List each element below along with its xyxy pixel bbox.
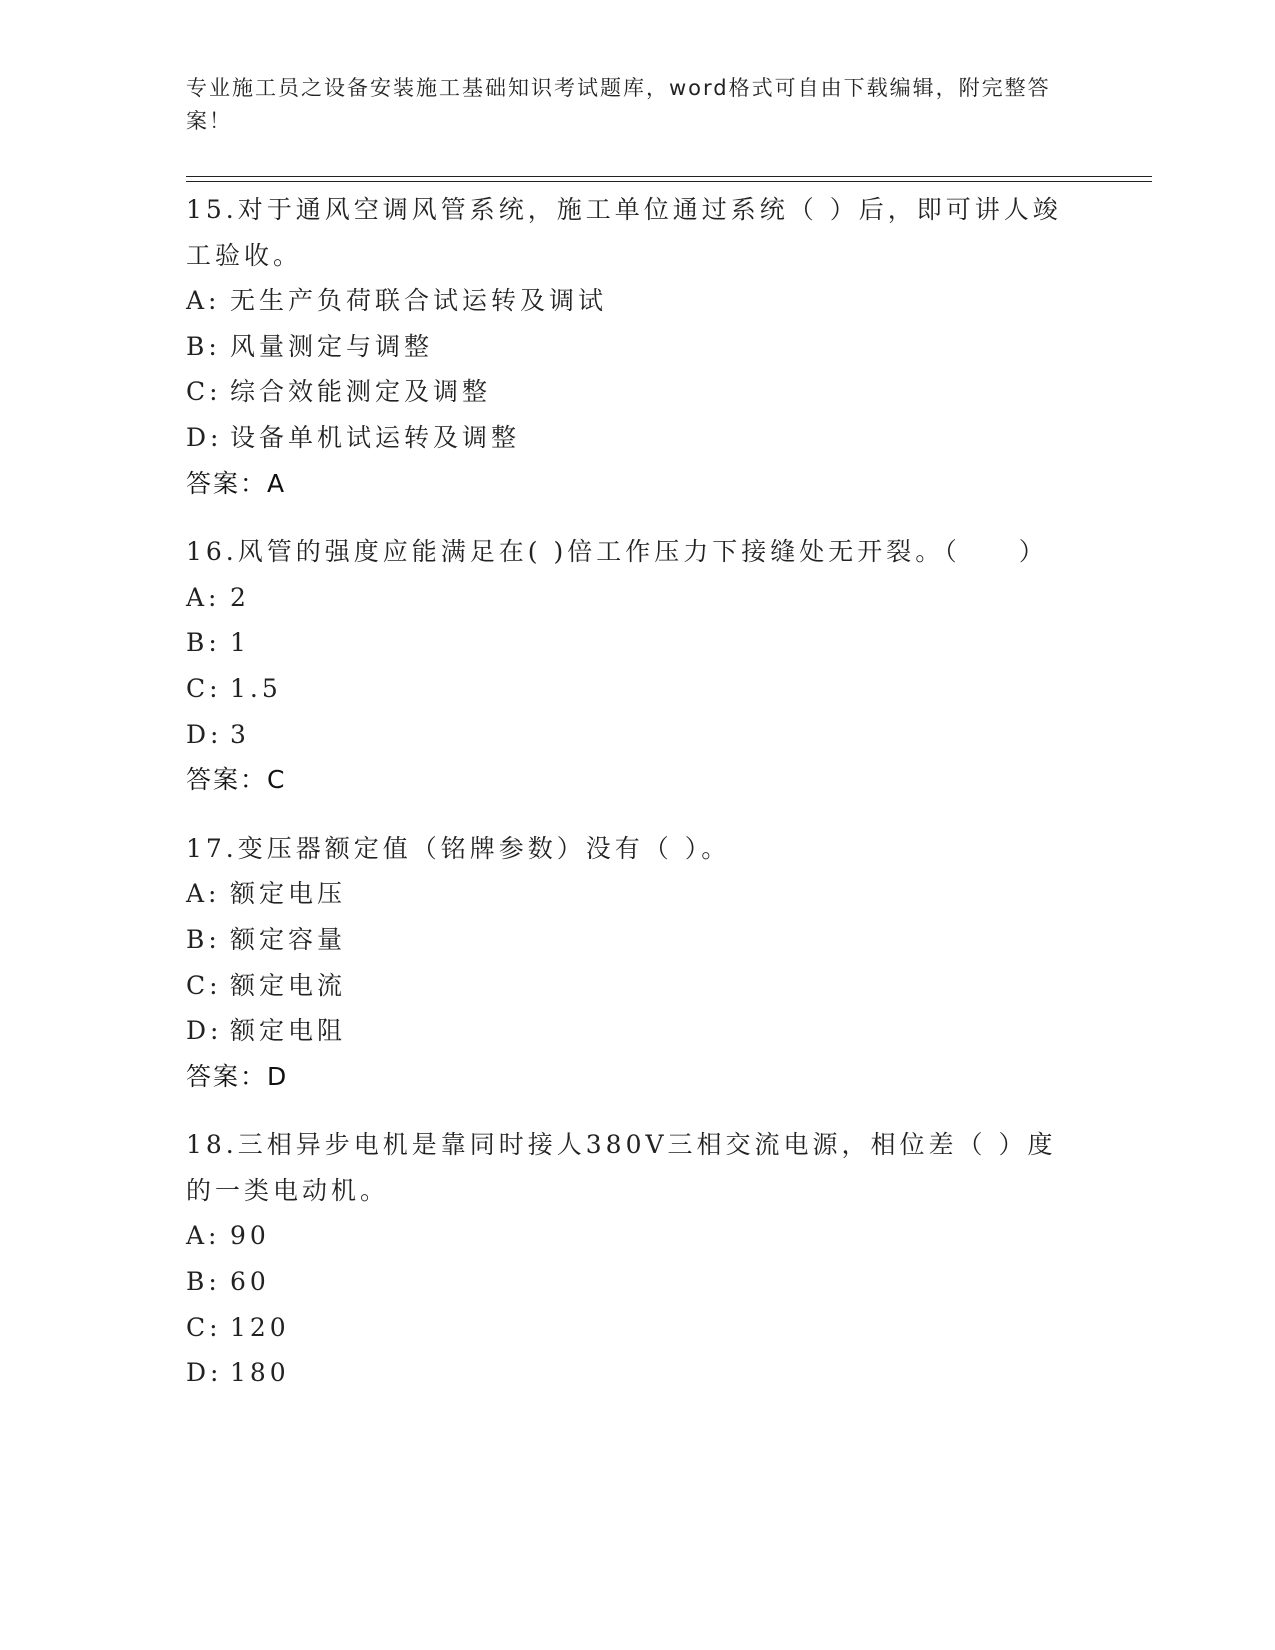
question-16 [186,529,1086,803]
option-text: 无生产负荷联合试运转及调试 [230,286,608,316]
option-text: 1 [230,628,250,658]
option-key: A: [186,286,221,316]
option-d [186,1350,1086,1396]
option-text: 180 [230,1358,290,1388]
option-text: 3 [230,719,250,749]
question-17 [186,826,1086,1100]
option-key: C: [186,377,222,407]
option-text: 1.5 [230,673,282,703]
option-key: C: [186,1312,222,1342]
option-text: 额定容量 [230,924,347,954]
option-key: C: [186,970,222,1000]
answer-line [186,1054,1086,1100]
answer-prefix: 答案： [186,468,268,498]
option-c [186,666,1086,712]
option-key: B: [186,924,221,954]
option-key: A: [186,582,221,612]
option-text: 额定电阻 [230,1016,347,1046]
option-text: 设备单机试运转及调整 [230,422,521,452]
document-header: 专业施工员之设备安装施工基础知识考试题库，word格式可自由下载编辑，附完整答案！ [186,76,1051,133]
answer-line [186,461,1086,507]
option-text: 风量测定与调整 [230,331,434,361]
option-text: 综合效能测定及调整 [230,377,492,407]
option-key: B: [186,331,221,361]
option-key: D: [186,719,223,749]
option-text: 2 [230,582,250,612]
option-key: B: [186,628,221,658]
answer-prefix: 答案： [186,1061,268,1091]
option-key: A: [186,879,221,909]
option-key: D: [186,1358,223,1388]
option-key: B: [186,1267,221,1297]
option-c [186,1305,1086,1351]
answer-value: C [267,765,287,795]
option-b [186,917,1086,963]
option-d [186,1008,1086,1054]
option-a [186,1213,1086,1259]
option-d [186,415,1086,461]
answer-value: A [267,468,287,498]
option-a [186,575,1086,621]
question-list [186,187,1086,1419]
option-d [186,712,1086,758]
question-18 [186,1122,1086,1396]
option-c [186,369,1086,415]
option-key: D: [186,422,223,452]
option-text: 额定电压 [230,879,347,909]
option-a [186,278,1086,324]
option-text: 额定电流 [230,970,347,1000]
option-key: D: [186,1016,223,1046]
option-c [186,963,1086,1009]
question-stem: 17.变压器额定值（铭牌参数）没有（ ）。 [186,833,731,863]
answer-prefix: 答案： [186,765,268,795]
option-b [186,1259,1086,1305]
header-divider-bottom [186,181,1152,182]
option-text: 90 [230,1221,270,1251]
answer-value: D [267,1061,289,1091]
option-key: C: [186,673,222,703]
option-b [186,620,1086,666]
question-stem: 18.三相异步电机是靠同时接人380V三相交流电源，相位差（ ）度的一类电动机。 [186,1130,1057,1205]
question-stem: 15.对于通风空调风管系统，施工单位通过系统（ ）后，即可讲人竣工验收。 [186,195,1062,270]
option-a [186,871,1086,917]
option-key: A: [186,1221,221,1251]
answer-line [186,757,1086,803]
question-15 [186,187,1086,506]
option-text: 60 [230,1267,270,1297]
option-b [186,324,1086,370]
option-text: 120 [230,1312,290,1342]
header-divider-top [186,176,1152,177]
question-stem: 16.风管的强度应能满足在( )倍工作压力下接缝处无开裂。（ ） [186,537,1048,567]
